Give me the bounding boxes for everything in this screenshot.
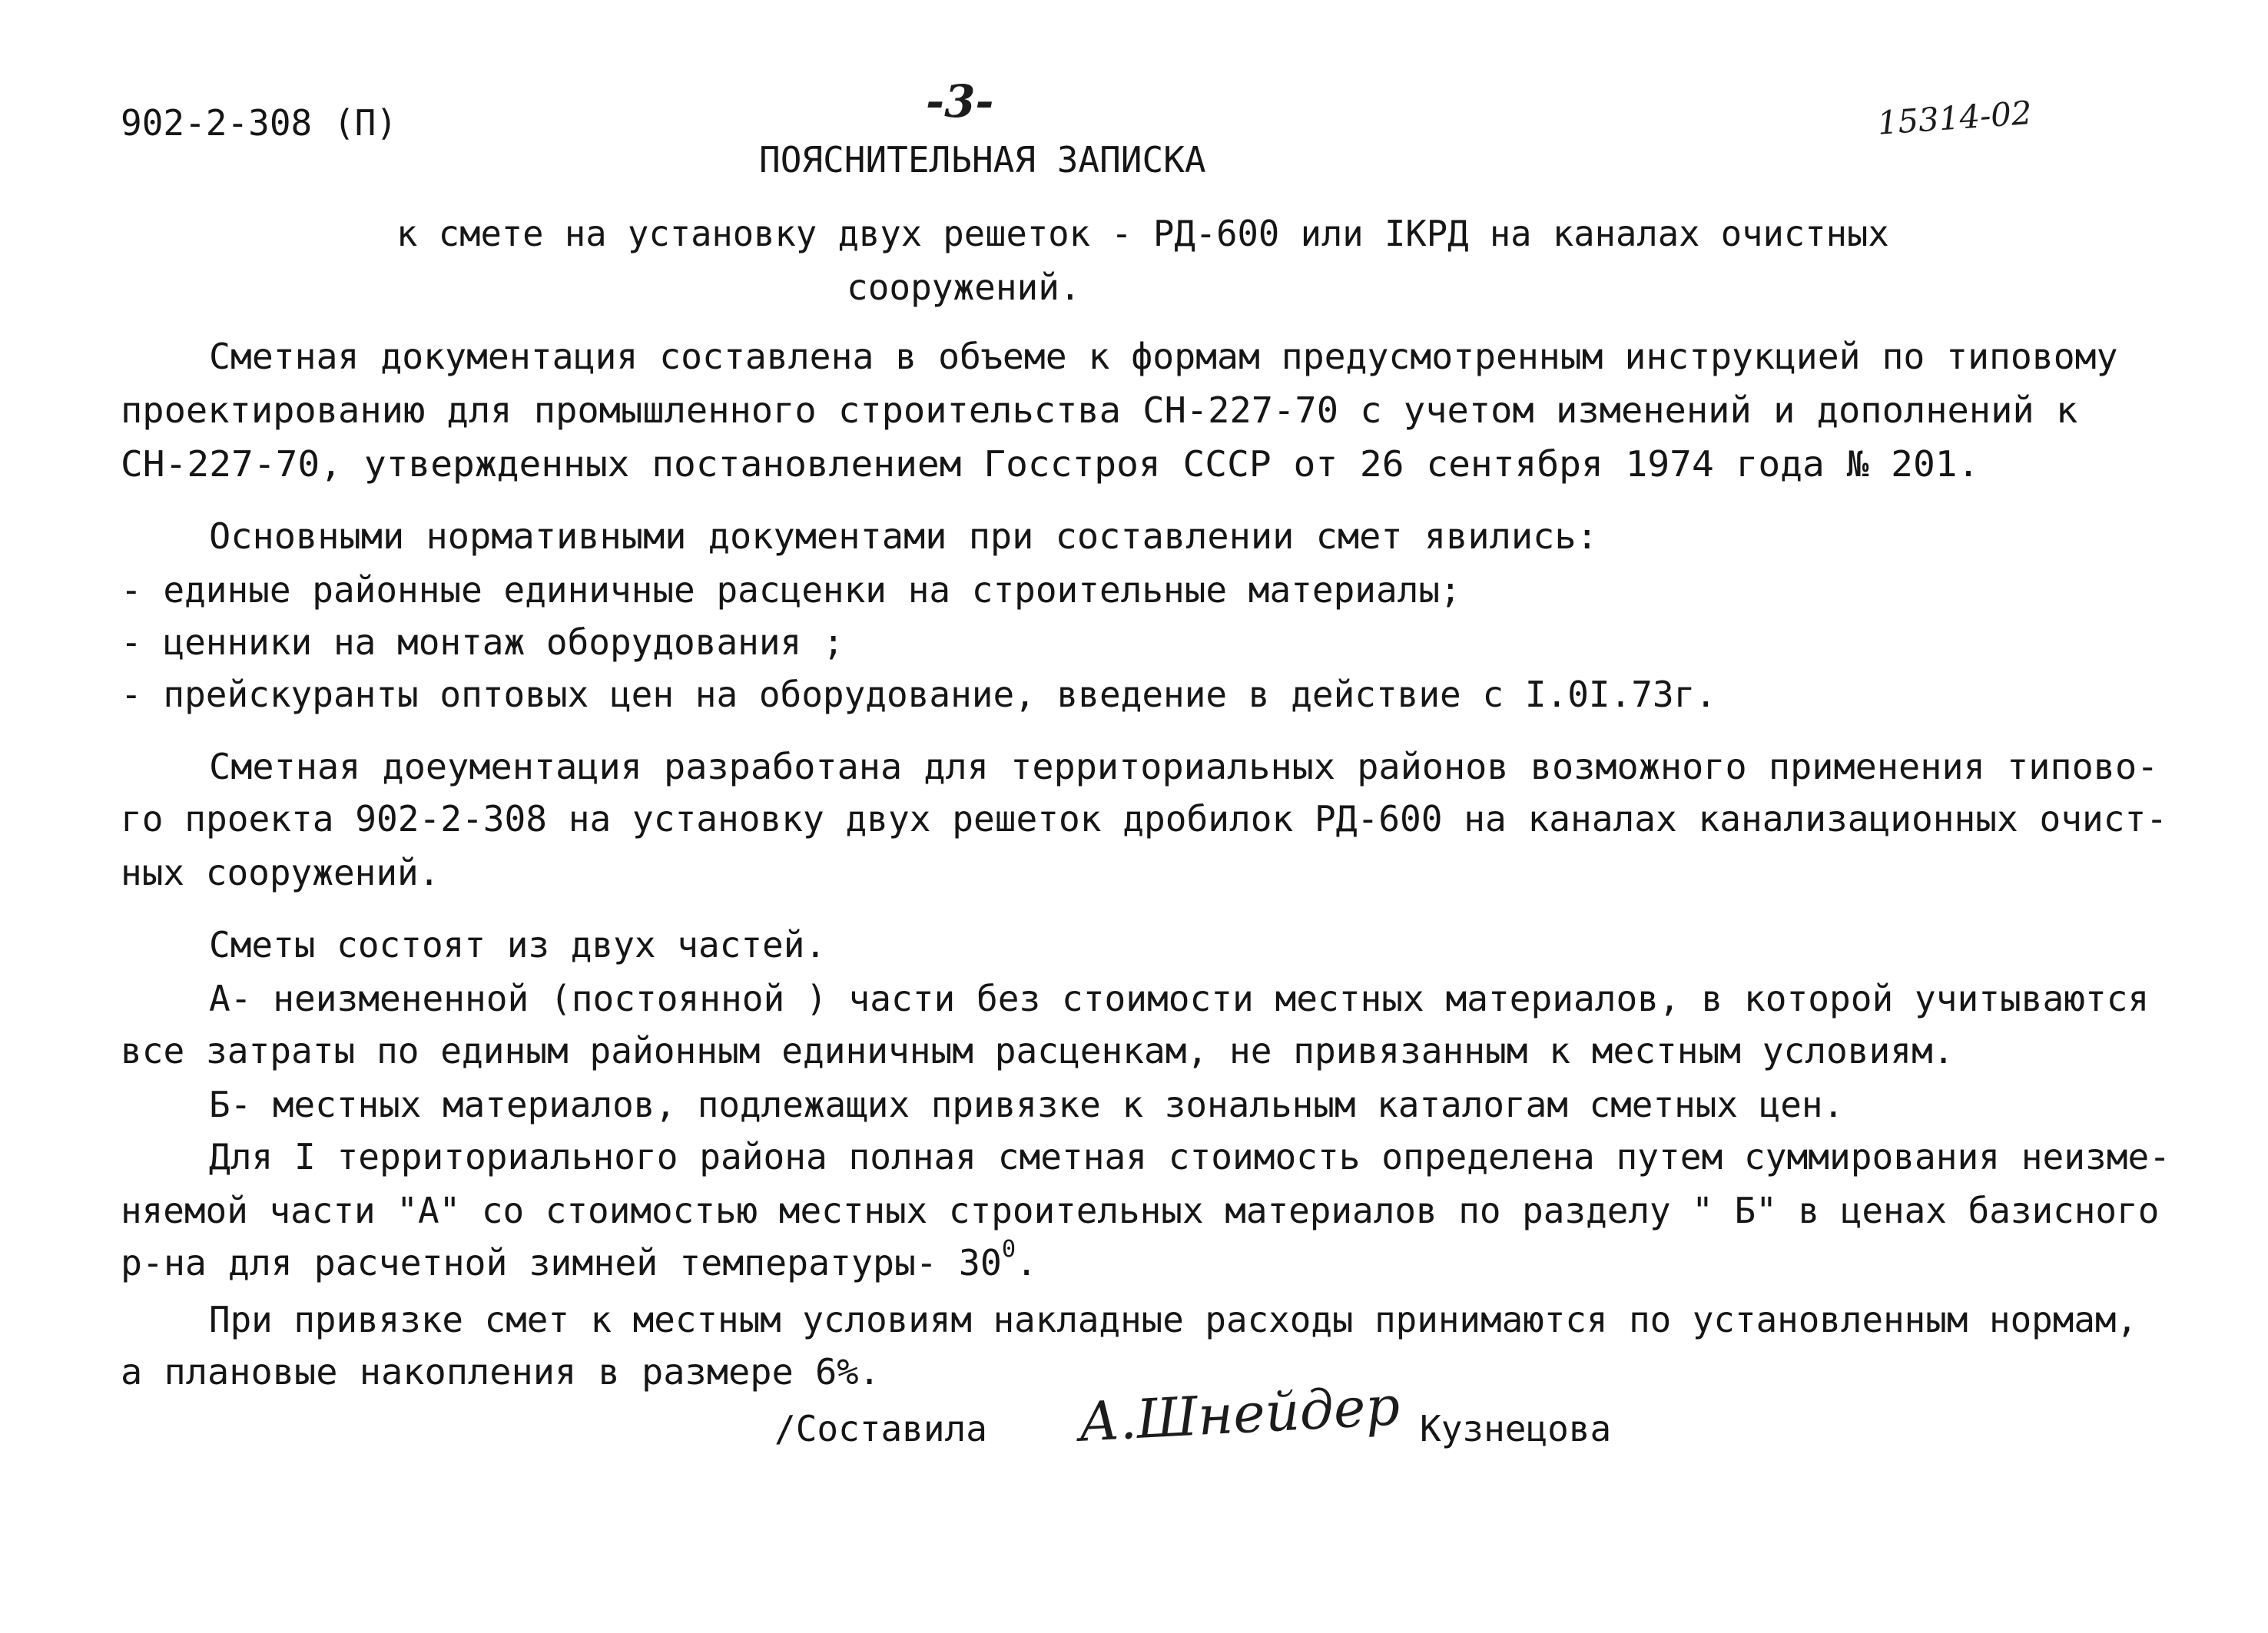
subtitle-line-2: сооружений. [847, 267, 1081, 308]
degree-superscript: 0 [1001, 1236, 1016, 1263]
handwritten-signature: А.Шнейдер [1076, 1374, 1402, 1454]
page-number: -3- [926, 75, 994, 128]
signature-label: /Составила [774, 1408, 987, 1449]
subtitle-line-1: к смете на установку двух решеток - РД-600 или IКРД на каналах очистных [396, 213, 1889, 254]
paragraph-5-line-3-end: . [1016, 1242, 1038, 1284]
list-item-3: - прейскуранты оптовых цен на оборудование, введение в действие с I.0I.73г. [121, 674, 1717, 715]
paragraph-6-line-2: а плановые накопления в размере 6%. [121, 1351, 880, 1393]
paragraph-3-line-1: Сметная доеументация разработана для территориальных районов возможного применения типово- [209, 746, 2159, 787]
paragraph-1-line-1: Сметная документация составлена в объеме к формам предусмотренным инструкцией по типовому [209, 336, 2118, 377]
paragraph-1-line-3: СН-227-70, утвержденных постановлением Госстроя СССР от 26 сентября 1974 года № 201. [121, 443, 1980, 485]
paragraph-5-line-2: няемой части "А" со стоимостью местных строительных материалов по разделу " Б" в ценах базисного [121, 1190, 2160, 1231]
doc-code: 902-2-308 (П) [121, 102, 398, 144]
paragraph-6-line-1: При привязке смет к местным условиям накладные расходы принимаются по установленным нормам, [209, 1299, 2138, 1340]
paragraph-3-line-2: го проекта 902-2-308 на установку двух решеток дробилок РД-600 на каналах канализационных очист- [121, 798, 2167, 840]
page-title: ПОЯСНИТЕЛЬНАЯ ЗАПИСКА [759, 139, 1206, 181]
paragraph-4-line-3: все затраты по единым районным единичным расценкам, не привязанным к местным условиям. [121, 1030, 1955, 1072]
paragraph-5-line-3-text: р-на для расчетной зимней температуры- 30 [121, 1242, 1002, 1284]
paragraph-5-line-1: Для I территориального района полная сметная стоимость определена путем суммирования неизме- [209, 1136, 2170, 1178]
paragraph-4-line-1: Сметы состоят из двух частей. [209, 924, 827, 966]
paragraph-4-line-2: А- неизмененной (постоянной ) части без стоимости местных материалов, в которой учитываются [209, 978, 2150, 1019]
list-item-2: - ценники на монтаж оборудования ; [121, 621, 844, 663]
archive-number: 15314-02 [1876, 93, 2034, 142]
signatory-name: Кузнецова [1420, 1408, 1612, 1449]
paragraph-1-line-2: проектированию для промышленного строительства СН-227-70 с учетом изменений и дополнений к [121, 389, 2078, 431]
paragraph-4-line-4: Б- местных материалов, подлежащих привязке к зональным каталогам сметных цен. [209, 1084, 1845, 1125]
list-item-1: - единые районные единичные расценки на строительные материалы; [121, 569, 1461, 611]
paragraph-5-line-3 [121, 1236, 1038, 1284]
paragraph-3-line-3: ных сооружений. [121, 852, 440, 893]
paragraph-2-intro: Основными нормативными документами при составлении смет явились: [209, 515, 1598, 557]
